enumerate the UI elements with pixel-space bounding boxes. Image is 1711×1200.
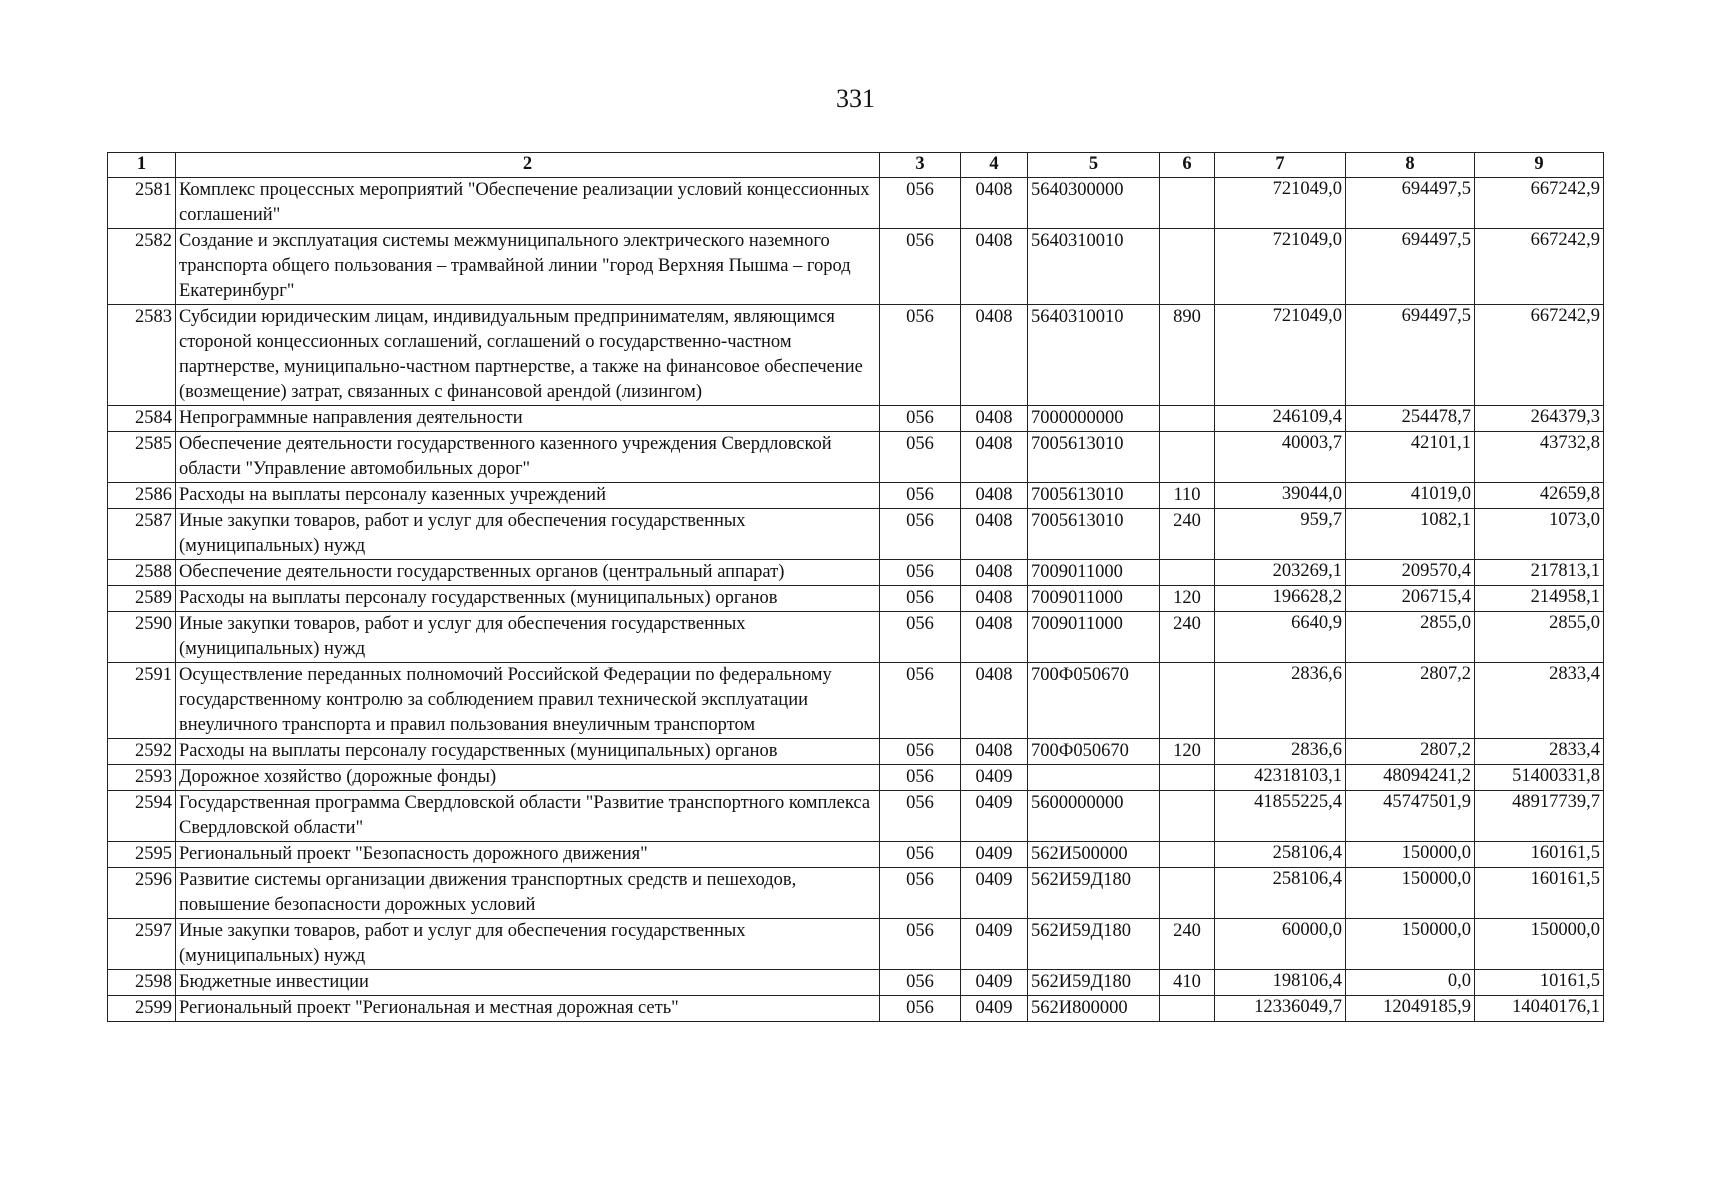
amount-cell: 2855,0: [1346, 612, 1475, 663]
amount-cell: 12049185,9: [1346, 996, 1475, 1022]
amount-cell: 150000,0: [1475, 919, 1604, 970]
code-cell: 056: [880, 868, 961, 919]
code-cell: 056: [880, 560, 961, 586]
column-header: 9: [1475, 153, 1604, 178]
section-cell: 0408: [961, 739, 1028, 765]
item-name-cell: Иные закупки товаров, работ и услуг для обеспечения государственных (муниципальных) нужд: [176, 612, 880, 663]
target-article-cell: 5600000000: [1028, 791, 1160, 842]
expense-type-cell: [1160, 996, 1215, 1022]
amount-cell: 2836,6: [1215, 663, 1346, 739]
target-article-cell: 5640300000: [1028, 178, 1160, 229]
amount-cell: 45747501,9: [1346, 791, 1475, 842]
amount-cell: 12336049,7: [1215, 996, 1346, 1022]
table-row: [108, 483, 1604, 509]
column-header: 5: [1028, 153, 1160, 178]
target-article-cell: 7005613010: [1028, 509, 1160, 560]
item-name-cell: Бюджетные инвестиции: [176, 970, 880, 996]
amount-cell: 40003,7: [1215, 432, 1346, 483]
code-cell: 056: [880, 791, 961, 842]
section-cell: 0408: [961, 432, 1028, 483]
expense-type-cell: 240: [1160, 919, 1215, 970]
section-cell: 0409: [961, 842, 1028, 868]
code-cell: 056: [880, 483, 961, 509]
section-cell: 0408: [961, 509, 1028, 560]
target-article-cell: 700Ф050670: [1028, 739, 1160, 765]
amount-cell: 42318103,1: [1215, 765, 1346, 791]
amount-cell: 246109,4: [1215, 406, 1346, 432]
amount-cell: 1073,0: [1475, 509, 1604, 560]
section-cell: 0408: [961, 663, 1028, 739]
row-number-cell: 2582: [108, 229, 176, 305]
item-name-cell: Субсидии юридическим лицам, индивидуальным предпринимателям, являющимся стороной концессионных соглашений, соглашений о государственно-частном партнерстве, муниципально-частном партнерстве, а также на финансовое обеспечение (возмещение) затрат, связанных с финансовой арендой (лизингом): [176, 305, 880, 406]
item-name-cell: Развитие системы организации движения транспортных средств и пешеходов, повышение безопасности дорожных условий: [176, 868, 880, 919]
expense-type-cell: [1160, 432, 1215, 483]
amount-cell: 667242,9: [1475, 178, 1604, 229]
amount-cell: 51400331,8: [1475, 765, 1604, 791]
amount-cell: 694497,5: [1346, 229, 1475, 305]
expense-type-cell: [1160, 229, 1215, 305]
table-row: [108, 996, 1604, 1022]
amount-cell: 209570,4: [1346, 560, 1475, 586]
column-header: 1: [108, 153, 176, 178]
target-article-cell: 7000000000: [1028, 406, 1160, 432]
code-cell: 056: [880, 919, 961, 970]
target-article-cell: 7005613010: [1028, 483, 1160, 509]
row-number-cell: 2591: [108, 663, 176, 739]
section-cell: 0408: [961, 612, 1028, 663]
amount-cell: 42101,1: [1346, 432, 1475, 483]
amount-cell: 150000,0: [1346, 842, 1475, 868]
item-name-cell: Иные закупки товаров, работ и услуг для обеспечения государственных (муниципальных) нужд: [176, 509, 880, 560]
row-number-cell: 2599: [108, 996, 176, 1022]
section-cell: 0408: [961, 178, 1028, 229]
target-article-cell: 562И800000: [1028, 996, 1160, 1022]
amount-cell: 667242,9: [1475, 229, 1604, 305]
target-article-cell: 562И59Д180: [1028, 919, 1160, 970]
row-number-cell: 2581: [108, 178, 176, 229]
code-cell: 056: [880, 970, 961, 996]
amount-cell: 2807,2: [1346, 739, 1475, 765]
amount-cell: 203269,1: [1215, 560, 1346, 586]
column-header: 7: [1215, 153, 1346, 178]
row-number-cell: 2588: [108, 560, 176, 586]
page-number: 331: [836, 84, 875, 113]
target-article-cell: 7009011000: [1028, 612, 1160, 663]
table-row: [108, 406, 1604, 432]
amount-cell: 41019,0: [1346, 483, 1475, 509]
budget-table: [107, 152, 1604, 1022]
section-cell: 0408: [961, 483, 1028, 509]
expense-type-cell: [1160, 663, 1215, 739]
expense-type-cell: 110: [1160, 483, 1215, 509]
row-number-cell: 2583: [108, 305, 176, 406]
amount-cell: 721049,0: [1215, 305, 1346, 406]
amount-cell: 206715,4: [1346, 586, 1475, 612]
amount-cell: 196628,2: [1215, 586, 1346, 612]
amount-cell: 694497,5: [1346, 178, 1475, 229]
amount-cell: 0,0: [1346, 970, 1475, 996]
target-article-cell: 5640310010: [1028, 229, 1160, 305]
table-row: [108, 765, 1604, 791]
code-cell: 056: [880, 229, 961, 305]
table-row: [108, 791, 1604, 842]
expense-type-cell: [1160, 406, 1215, 432]
target-article-cell: [1028, 765, 1160, 791]
row-number-cell: 2590: [108, 612, 176, 663]
column-header: 4: [961, 153, 1028, 178]
expense-type-cell: [1160, 560, 1215, 586]
table-row: [108, 586, 1604, 612]
section-cell: 0408: [961, 406, 1028, 432]
section-cell: 0409: [961, 970, 1028, 996]
amount-cell: 150000,0: [1346, 868, 1475, 919]
row-number-cell: 2589: [108, 586, 176, 612]
target-article-cell: 7009011000: [1028, 560, 1160, 586]
code-cell: 056: [880, 663, 961, 739]
amount-cell: 42659,8: [1475, 483, 1604, 509]
table-row: [108, 305, 1604, 406]
amount-cell: 48094241,2: [1346, 765, 1475, 791]
expense-type-cell: [1160, 765, 1215, 791]
table-row: [108, 432, 1604, 483]
code-cell: 056: [880, 612, 961, 663]
item-name-cell: Расходы на выплаты персоналу государственных (муниципальных) органов: [176, 586, 880, 612]
row-number-cell: 2585: [108, 432, 176, 483]
table-row: [108, 970, 1604, 996]
row-number-cell: 2595: [108, 842, 176, 868]
expense-type-cell: 240: [1160, 509, 1215, 560]
section-cell: 0408: [961, 229, 1028, 305]
amount-cell: 150000,0: [1346, 919, 1475, 970]
table-row: [108, 509, 1604, 560]
table-body: [108, 178, 1604, 1022]
amount-cell: 60000,0: [1215, 919, 1346, 970]
amount-cell: 214958,1: [1475, 586, 1604, 612]
amount-cell: 258106,4: [1215, 842, 1346, 868]
section-cell: 0408: [961, 586, 1028, 612]
table-row: [108, 868, 1604, 919]
item-name-cell: Обеспечение деятельности государственных органов (центральный аппарат): [176, 560, 880, 586]
column-header: 8: [1346, 153, 1475, 178]
amount-cell: 217813,1: [1475, 560, 1604, 586]
item-name-cell: Непрограммные направления деятельности: [176, 406, 880, 432]
code-cell: 056: [880, 432, 961, 483]
amount-cell: 959,7: [1215, 509, 1346, 560]
amount-cell: 2807,2: [1346, 663, 1475, 739]
target-article-cell: 562И59Д180: [1028, 868, 1160, 919]
expense-type-cell: [1160, 178, 1215, 229]
target-article-cell: 562И59Д180: [1028, 970, 1160, 996]
amount-cell: 39044,0: [1215, 483, 1346, 509]
code-cell: 056: [880, 305, 961, 406]
expense-type-cell: 120: [1160, 739, 1215, 765]
code-cell: 056: [880, 509, 961, 560]
expense-type-cell: 120: [1160, 586, 1215, 612]
table-row: [108, 612, 1604, 663]
section-cell: 0408: [961, 560, 1028, 586]
expense-type-cell: 890: [1160, 305, 1215, 406]
amount-cell: 2836,6: [1215, 739, 1346, 765]
target-article-cell: 700Ф050670: [1028, 663, 1160, 739]
item-name-cell: Государственная программа Свердловской области "Развитие транспортного комплекса Свердловской области": [176, 791, 880, 842]
amount-cell: 10161,5: [1475, 970, 1604, 996]
code-cell: 056: [880, 178, 961, 229]
table-row: [108, 842, 1604, 868]
amount-cell: 2833,4: [1475, 663, 1604, 739]
expense-type-cell: 240: [1160, 612, 1215, 663]
row-number-cell: 2598: [108, 970, 176, 996]
code-cell: 056: [880, 842, 961, 868]
item-name-cell: Комплекс процессных мероприятий "Обеспечение реализации условий концессионных соглашений": [176, 178, 880, 229]
table-row: [108, 919, 1604, 970]
amount-cell: 667242,9: [1475, 305, 1604, 406]
target-article-cell: 562И500000: [1028, 842, 1160, 868]
amount-cell: 254478,7: [1346, 406, 1475, 432]
row-number-cell: 2586: [108, 483, 176, 509]
item-name-cell: Обеспечение деятельности государственного казенного учреждения Свердловской области "Управление автомобильных дорог": [176, 432, 880, 483]
target-article-cell: 5640310010: [1028, 305, 1160, 406]
amount-cell: 160161,5: [1475, 868, 1604, 919]
expense-type-cell: [1160, 791, 1215, 842]
table-row: [108, 560, 1604, 586]
row-number-cell: 2587: [108, 509, 176, 560]
amount-cell: 721049,0: [1215, 178, 1346, 229]
amount-cell: 43732,8: [1475, 432, 1604, 483]
amount-cell: 2833,4: [1475, 739, 1604, 765]
section-cell: 0409: [961, 765, 1028, 791]
amount-cell: 258106,4: [1215, 868, 1346, 919]
amount-cell: 160161,5: [1475, 842, 1604, 868]
code-cell: 056: [880, 739, 961, 765]
code-cell: 056: [880, 586, 961, 612]
section-cell: 0409: [961, 996, 1028, 1022]
row-number-cell: 2593: [108, 765, 176, 791]
column-header: 6: [1160, 153, 1215, 178]
table-row: [108, 663, 1604, 739]
target-article-cell: 7005613010: [1028, 432, 1160, 483]
section-cell: 0409: [961, 791, 1028, 842]
expense-type-cell: [1160, 842, 1215, 868]
item-name-cell: Расходы на выплаты персоналу казенных учреждений: [176, 483, 880, 509]
amount-cell: 41855225,4: [1215, 791, 1346, 842]
table-row: [108, 178, 1604, 229]
row-number-cell: 2597: [108, 919, 176, 970]
expense-type-cell: 410: [1160, 970, 1215, 996]
column-header: 3: [880, 153, 961, 178]
target-article-cell: 7009011000: [1028, 586, 1160, 612]
row-number-cell: 2596: [108, 868, 176, 919]
row-number-cell: 2594: [108, 791, 176, 842]
item-name-cell: Региональный проект "Безопасность дорожного движения": [176, 842, 880, 868]
expense-type-cell: [1160, 868, 1215, 919]
code-cell: 056: [880, 996, 961, 1022]
amount-cell: 1082,1: [1346, 509, 1475, 560]
item-name-cell: Осуществление переданных полномочий Российской Федерации по федеральному государственному контролю за соблюдением правил технической эксплуатации внеуличного транспорта и правил пользования внеуличным транспортом: [176, 663, 880, 739]
amount-cell: 264379,3: [1475, 406, 1604, 432]
column-header: 2: [176, 153, 880, 178]
section-cell: 0409: [961, 919, 1028, 970]
amount-cell: 2855,0: [1475, 612, 1604, 663]
amount-cell: 694497,5: [1346, 305, 1475, 406]
section-cell: 0408: [961, 305, 1028, 406]
row-number-cell: 2592: [108, 739, 176, 765]
amount-cell: 6640,9: [1215, 612, 1346, 663]
item-name-cell: Иные закупки товаров, работ и услуг для обеспечения государственных (муниципальных) нужд: [176, 919, 880, 970]
item-name-cell: Расходы на выплаты персоналу государственных (муниципальных) органов: [176, 739, 880, 765]
section-cell: 0409: [961, 868, 1028, 919]
amount-cell: 198106,4: [1215, 970, 1346, 996]
amount-cell: 48917739,7: [1475, 791, 1604, 842]
code-cell: 056: [880, 765, 961, 791]
amount-cell: 721049,0: [1215, 229, 1346, 305]
item-name-cell: Дорожное хозяйство (дорожные фонды): [176, 765, 880, 791]
row-number-cell: 2584: [108, 406, 176, 432]
header-row: [108, 153, 1604, 178]
code-cell: 056: [880, 406, 961, 432]
table-row: [108, 229, 1604, 305]
table-row: [108, 739, 1604, 765]
amount-cell: 14040176,1: [1475, 996, 1604, 1022]
item-name-cell: Региональный проект "Региональная и местная дорожная сеть": [176, 996, 880, 1022]
item-name-cell: Создание и эксплуатация системы межмуниципального электрического наземного транспорта общего пользования – трамвайной линии "город Верхняя Пышма – город Екатеринбург": [176, 229, 880, 305]
